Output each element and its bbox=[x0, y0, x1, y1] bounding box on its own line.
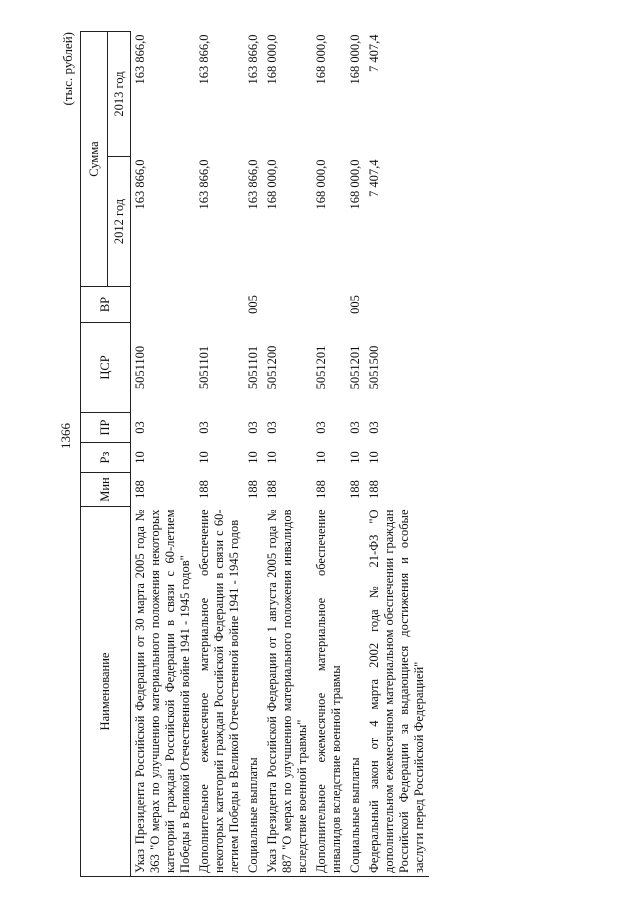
row-rz: 10 bbox=[314, 451, 328, 464]
row-vr bbox=[131, 287, 196, 323]
row-csr: 5051201 bbox=[314, 345, 328, 390]
row-sum-2013: 168 000,0 bbox=[348, 34, 362, 85]
row-name: Федеральный закон от 4 марта 2002 года № 21-ФЗ "О дополнительном ежемесячном материальном обеспечении граждан Российской Федерации за выдающиеся достижения и особые заслуги перед Российской Федерацией" bbox=[365, 507, 429, 877]
table-row bbox=[312, 32, 346, 877]
header-csr: ЦСР bbox=[81, 323, 131, 413]
row-rz: 10 bbox=[367, 451, 381, 464]
row-rz: 10 bbox=[197, 451, 211, 464]
row-sum-2012: 163 866,0 bbox=[246, 159, 260, 210]
row-pr: 03 bbox=[265, 421, 279, 434]
row-sum-2013: 168 000,0 bbox=[265, 34, 279, 85]
row-pr: 03 bbox=[246, 421, 260, 434]
row-pr: 03 bbox=[314, 421, 328, 434]
header-rz: Рз bbox=[81, 443, 131, 473]
row-sum-2012: 168 000,0 bbox=[314, 159, 328, 210]
row-vr bbox=[263, 287, 312, 323]
table-row bbox=[195, 32, 244, 877]
row-name: Социальные выплаты bbox=[244, 507, 263, 877]
row-rz: 10 bbox=[246, 451, 260, 464]
table-row bbox=[244, 32, 263, 877]
row-min: 188 bbox=[314, 480, 328, 499]
budget-table bbox=[80, 31, 429, 877]
row-pr: 03 bbox=[348, 421, 362, 434]
header-2013: 2013 год bbox=[108, 32, 131, 157]
row-sum-2012: 163 866,0 bbox=[197, 159, 211, 210]
row-min: 188 bbox=[133, 480, 147, 499]
row-vr: 005 bbox=[348, 295, 362, 314]
row-rz: 10 bbox=[133, 451, 147, 464]
row-pr: 03 bbox=[133, 421, 147, 434]
page-number: 1366 bbox=[58, 423, 73, 449]
row-sum-2012: 168 000,0 bbox=[265, 159, 279, 210]
row-min: 188 bbox=[348, 480, 362, 499]
row-name: Дополнительное ежемесячное материальное обеспечение некоторых категорий граждан Российской Федерации в связи с 60-летием Победы в Великой Отечественной войне 1941 - 1945 годов bbox=[195, 507, 244, 877]
header-vr: ВР bbox=[81, 287, 131, 323]
row-pr: 03 bbox=[197, 421, 211, 434]
header-sum: Сумма bbox=[81, 32, 108, 287]
row-sum-2013: 163 866,0 bbox=[197, 34, 211, 85]
units-note: (тыс. рублей) bbox=[60, 32, 75, 106]
row-name: Социальные выплаты bbox=[346, 507, 365, 877]
row-name: Дополнительное ежемесячное материальное обеспечение инвалидов вследствие военной травмы bbox=[312, 507, 346, 877]
row-vr bbox=[312, 287, 346, 323]
row-min: 188 bbox=[367, 480, 381, 499]
table-row bbox=[131, 32, 196, 877]
row-sum-2012: 163 866,0 bbox=[133, 159, 147, 210]
row-min: 188 bbox=[197, 480, 211, 499]
header-2012: 2012 год bbox=[108, 157, 131, 287]
row-vr: 005 bbox=[246, 295, 260, 314]
header-name: Наименование bbox=[81, 507, 131, 877]
row-sum-2013: 163 866,0 bbox=[133, 34, 147, 85]
row-csr: 5051101 bbox=[197, 345, 211, 390]
row-min: 188 bbox=[265, 480, 279, 499]
row-pr: 03 bbox=[367, 421, 381, 434]
row-name: Указ Президента Российской Федерации от 30 марта 2005 года № 363 "О мерах по улучшению материального положения некоторых категорий граждан Российской Федерации в связи с 60-летием Победы в Великой Отечественной войне 1941 - 1945 годов" bbox=[131, 507, 196, 877]
row-sum-2013: 7 407,4 bbox=[367, 34, 381, 72]
row-sum-2013: 163 866,0 bbox=[246, 34, 260, 85]
row-rz: 10 bbox=[348, 451, 362, 464]
table-row bbox=[346, 32, 365, 877]
row-sum-2013: 168 000,0 bbox=[314, 34, 328, 85]
row-csr: 5051200 bbox=[265, 345, 279, 390]
table-header-row bbox=[81, 32, 108, 877]
row-vr bbox=[365, 287, 429, 323]
row-csr: 5051101 bbox=[246, 345, 260, 390]
row-sum-2012: 7 407,4 bbox=[367, 159, 381, 197]
row-csr: 5051201 bbox=[348, 345, 362, 390]
row-csr: 5051100 bbox=[133, 345, 147, 390]
header-pr: ПР bbox=[81, 413, 131, 443]
header-min: Мин bbox=[81, 473, 131, 507]
row-min: 188 bbox=[246, 480, 260, 499]
row-sum-2012: 168 000,0 bbox=[348, 159, 362, 210]
table-row bbox=[365, 32, 429, 877]
row-rz: 10 bbox=[265, 451, 279, 464]
row-name: Указ Президента Российской Федерации от 1 августа 2005 года № 887 "О мерах по улучшению материального положения инвалидов вследствие военной травмы" bbox=[263, 507, 312, 877]
row-csr: 5051500 bbox=[367, 345, 381, 390]
row-vr bbox=[195, 287, 244, 323]
table-row bbox=[263, 32, 312, 877]
